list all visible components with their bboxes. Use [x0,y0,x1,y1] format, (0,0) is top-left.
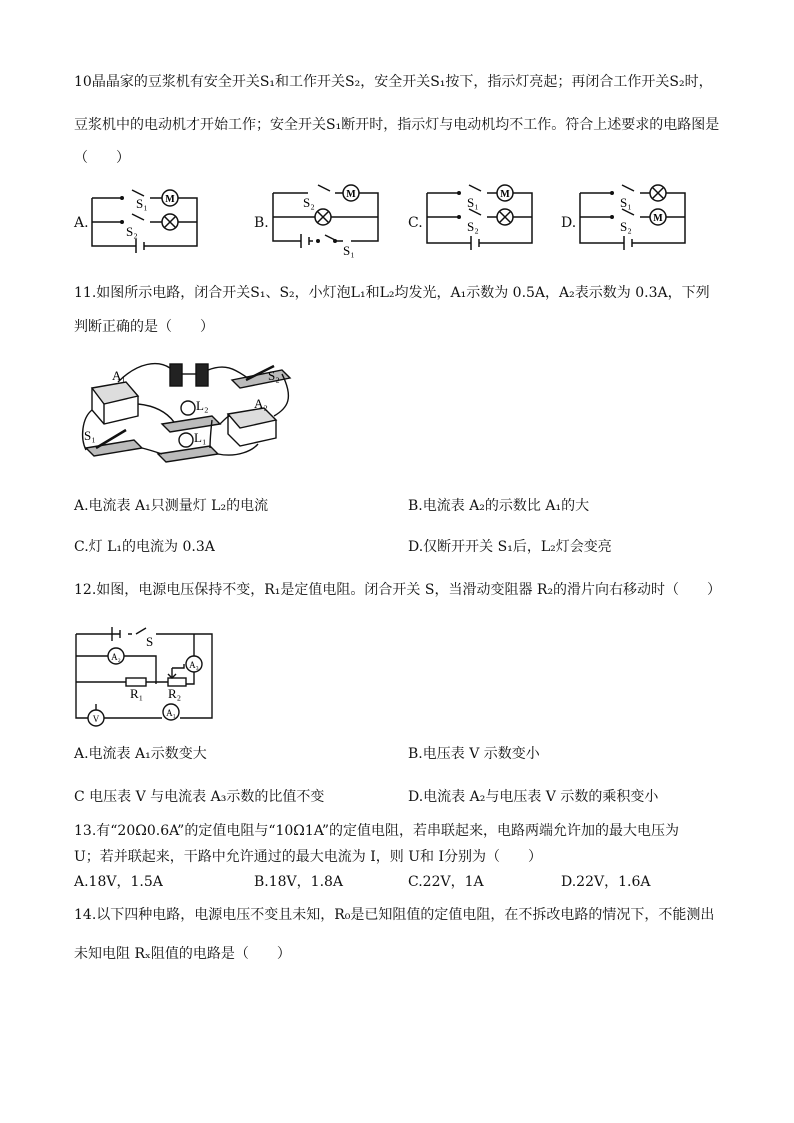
q12-circuit-figure [76,624,216,724]
q10-text-line3: （ ） [74,150,130,166]
q12-option-c[interactable]: C 电压表 V 与电流表 A₃示数的比值不变 [74,789,325,805]
q12-option-d[interactable]: D.电流表 A₂与电压表 V 示数的乘积变小 [408,789,659,805]
motor-symbol: M [346,189,356,200]
q10-circuit-c [427,183,537,253]
q10-circuit-d [580,183,690,253]
q11-option-d[interactable]: D.仅断开开关 S₁后，L₂灯会变亮 [408,539,612,555]
q14-text-line2: 未知电阻 Rₓ阻值的电路是（ ） [74,946,291,962]
q11-option-a[interactable]: A.电流表 A₁只测量灯 L₂的电流 [74,498,269,514]
ammeter-a1-label: A₁ [112,368,126,383]
lamp-l2-label: L₂ [196,398,209,413]
resistor-r1-label: R₁ [130,686,144,701]
q10-option-d-label: D. [561,215,577,231]
q13-option-b[interactable]: B.18V，1.8A [254,874,344,890]
q14-text-line1: 14.以下四种电路，电源电压不变且未知，R₀是已知阻值的定值电阻，在不拆改电路的情况下，不能测出 [74,907,715,923]
q11-option-c[interactable]: C.灯 L₁的电流为 0.3A [74,539,215,555]
switch-s1-label: S₁ [467,195,479,210]
q13-text-line1: 13.有“20Ω0.6A”的定值电阻与“10Ω1A”的定值电阻，若串联起来，电路两端允许加的最大电压为 [74,823,680,839]
q11-option-b[interactable]: B.电流表 A₂的示数比 A₁的大 [408,498,590,514]
switch-s1-label: S₁ [136,196,148,211]
q11-text-line1: 11.如图所示电路，闭合开关S₁、S₂，小灯泡L₁和L₂均发光，A₁示数为 0.5A，A₂表示数为 0.3A，下列 [74,285,710,301]
switch-s2-label: S₂ [467,219,479,234]
q10-text-line1: 10晶晶家的豆浆机有安全开关S₁和工作开关S₂，安全开关S₁按下，指示灯亮起；再闭合工作开关S₂时， [74,74,713,90]
switch-s-label: S [146,634,154,649]
q13-option-d[interactable]: D.22V，1.6A [561,874,651,890]
ammeter-a3-label: A₃ [189,660,199,670]
switch-s1-label: S₁ [620,195,632,210]
q11-text-line2: 判断正确的是（ ） [74,319,214,335]
q12-option-b[interactable]: B.电压表 V 示数变小 [408,746,540,762]
q13-option-a[interactable]: A.18V，1.5A [74,874,163,890]
rheostat-r2-label: R₂ [168,686,182,701]
q10-option-a-label: A. [74,215,89,231]
q10-option-b-label: B. [254,215,269,231]
q13-option-c[interactable]: C.22V，1A [408,874,484,890]
switch-s2-label: S₂ [620,219,632,234]
q10-text-line2: 豆浆机中的电动机才开始工作；安全开关S₁断开时，指示灯与电动机均不工作。符合上述要求的电路图是 [74,117,720,133]
switch-s1-label: S₁ [343,243,355,258]
q12-option-a[interactable]: A.电流表 A₁示数变大 [74,746,207,762]
q11-physical-circuit-figure [78,358,298,470]
switch-s2-label: S₂ [303,195,315,210]
ammeter-a2-label: A₂ [111,652,121,662]
voltmeter-v-label: V [92,714,100,724]
q10-circuit-b [273,183,383,258]
switch-s1-label: S₁ [84,428,96,443]
switch-s2-label: S₂ [126,224,138,239]
q10-circuit-a [92,186,202,256]
motor-symbol: M [500,189,510,200]
lamp-l1-label: L₁ [194,430,207,445]
motor-symbol: M [165,194,175,205]
motor-symbol: M [653,213,663,224]
q13-text-line2: U；若并联起来，干路中允许通过的最大电流为 I，则 U和 I分别为（ ） [74,849,543,865]
q12-text-line1: 12.如图，电源电压保持不变，R₁是定值电阻。闭合开关 S，当滑动变阻器 R₂的滑片向右移动时（ ） [74,582,722,598]
ammeter-a2-label: A₂ [254,396,268,411]
ammeter-a1-label: A₁ [166,708,176,718]
q10-option-c-label: C. [408,215,423,231]
switch-s2-label: S₂ [268,368,280,383]
